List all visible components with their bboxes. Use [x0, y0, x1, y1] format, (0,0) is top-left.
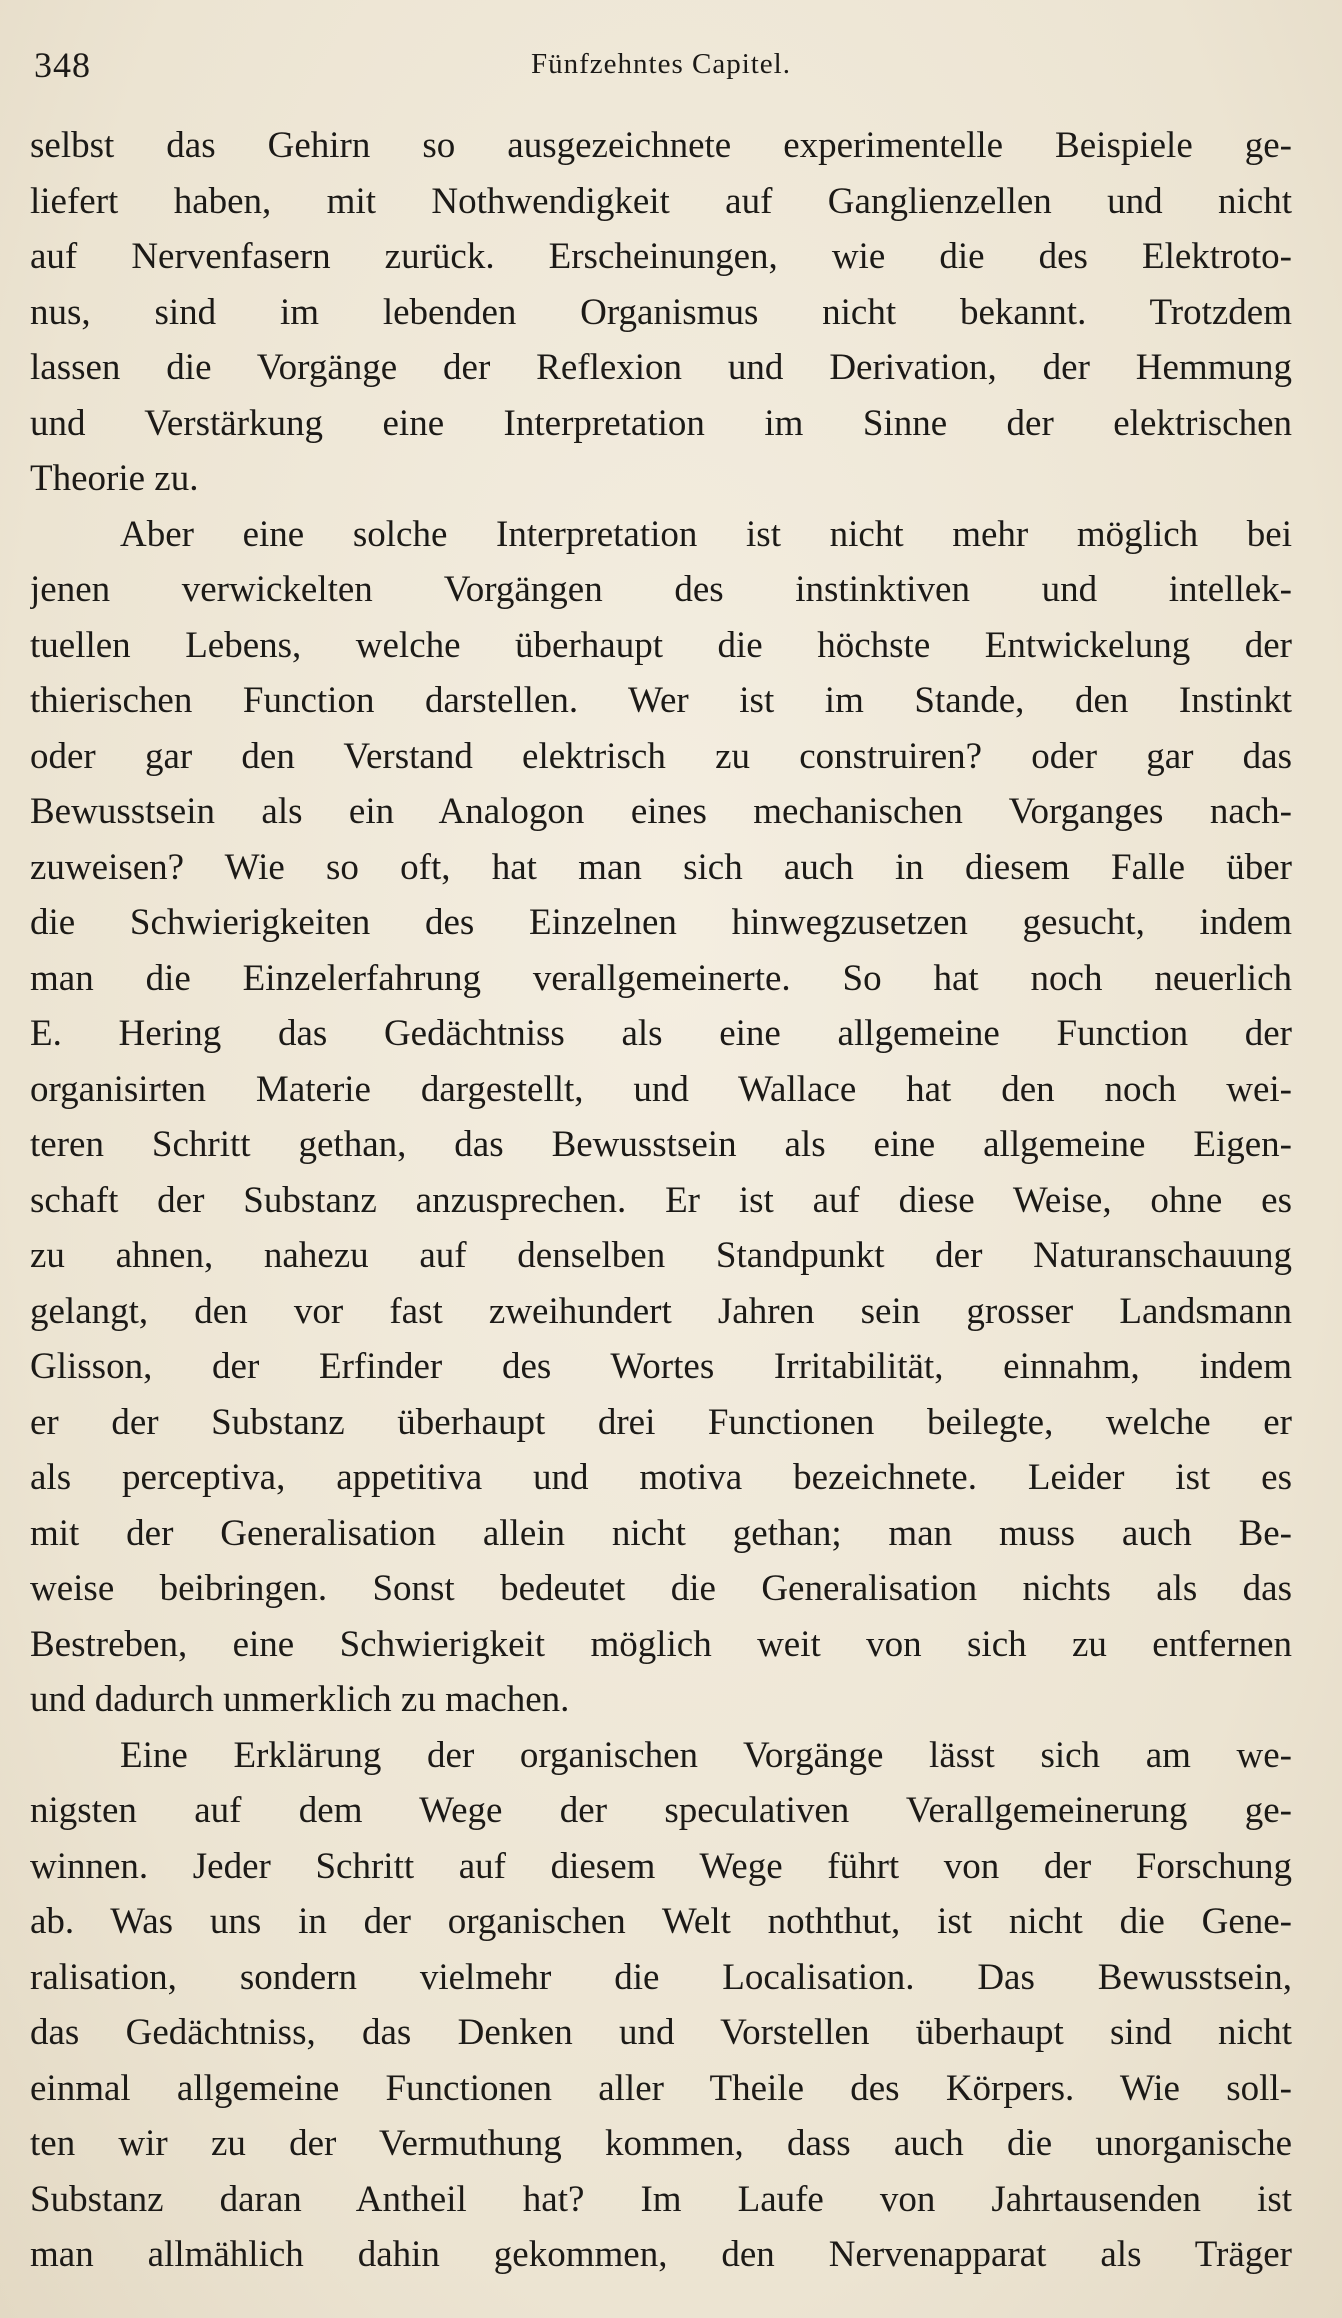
text-line: und Verstärkung eine Interpretation im Sinne der elektrischen [30, 402, 1292, 444]
text-line: Theorie zu. [30, 458, 199, 499]
text-line: gelangt, den vor fast zweihundert Jahren sein grosser Landsmann [30, 1290, 1292, 1332]
text-line: man die Einzelerfahrung verallgemeinerte. So hat noch neuerlich [30, 957, 1292, 999]
text-line: nigsten auf dem Wege der speculativen Verallgemeinerung ge- [30, 1790, 1292, 1831]
text-line: zu ahnen, nahezu auf denselben Standpunkt der Naturanschauung [30, 1235, 1292, 1276]
text-line: thierischen Function darstellen. Wer ist im Stande, den Instinkt [30, 680, 1292, 721]
text-line: nus, sind im lebenden Organismus nicht bekannt. Trotzdem [30, 291, 1292, 333]
text-line: ralisation, sondern vielmehr die Localisation. Das Bewusstsein, [30, 1956, 1292, 1998]
text-line: winnen. Jeder Schritt auf diesem Wege führt von der Forschung [30, 1845, 1292, 1887]
text-line: Bewusstsein als ein Analogon eines mechanischen Vorganges nach- [30, 791, 1292, 832]
text-line: die Schwierigkeiten des Einzelnen hinwegzusetzen gesucht, indem [30, 902, 1292, 943]
text-line: Glisson, der Erfinder des Wortes Irritabilität, einnahm, indem [30, 1346, 1292, 1387]
text-line: man allmählich dahin gekommen, den Nervenapparat als Träger [30, 2234, 1292, 2275]
body-text [30, 118, 1292, 2283]
page-header [30, 44, 1292, 104]
text-line: oder gar den Verstand elektrisch zu construiren? oder gar das [30, 735, 1292, 777]
text-line: organisirten Materie dargestellt, und Wallace hat den noch wei- [30, 1068, 1292, 1110]
paragraph-first-line: Aber eine solche Interpretation ist nicht mehr möglich bei [120, 513, 1292, 555]
text-line: selbst das Gehirn so ausgezeichnete experimentelle Beispiele ge- [30, 125, 1292, 166]
text-line: lassen die Vorgänge der Reflexion und Derivation, der Hemmung [30, 347, 1292, 388]
text-line: das Gedächtniss, das Denken und Vorstellen überhaupt sind nicht [30, 2012, 1292, 2053]
text-line: einmal allgemeine Functionen aller Theile des Körpers. Wie soll- [30, 2067, 1292, 2109]
text-line: zuweisen? Wie so oft, hat man sich auch in diesem Falle über [30, 846, 1292, 888]
text-line: jenen verwickelten Vorgängen des instinktiven und intellek- [30, 569, 1292, 610]
text-line: er der Substanz überhaupt drei Functionen beilegte, welche er [30, 1401, 1292, 1443]
text-line: auf Nervenfasern zurück. Erscheinungen, wie die des Elektroto- [30, 236, 1292, 277]
page-number: 348 [34, 45, 91, 85]
text-line: und dadurch unmerklich zu machen. [30, 1679, 570, 1720]
running-title: Fünfzehntes Capitel. [530, 48, 791, 80]
text-line: ab. Was uns in der organischen Welt noththut, ist nicht die Gene- [30, 1901, 1292, 1942]
text-line: mit der Generalisation allein nicht gethan; man muss auch Be- [30, 1512, 1292, 1554]
text-line: schaft der Substanz anzusprechen. Er ist auf diese Weise, ohne es [30, 1179, 1292, 1221]
text-line: liefert haben, mit Nothwendigkeit auf Ganglienzellen und nicht [30, 180, 1292, 222]
text-line: tuellen Lebens, welche überhaupt die höchste Entwickelung der [30, 624, 1292, 666]
text-line: als perceptiva, appetitiva und motiva bezeichnete. Leider ist es [30, 1457, 1292, 1498]
text-line: E. Hering das Gedächtniss als eine allgemeine Function der [30, 1013, 1292, 1054]
text-line: Substanz daran Antheil hat? Im Laufe von Jahrtausenden ist [30, 2178, 1292, 2220]
text-line: ten wir zu der Vermuthung kommen, dass auch die unorganische [30, 2123, 1292, 2164]
paragraph-first-line: Eine Erklärung der organischen Vorgänge lässt sich am we- [120, 1734, 1292, 1776]
text-line: weise beibringen. Sonst bedeutet die Generalisation nichts als das [30, 1568, 1292, 1609]
text-line: Bestreben, eine Schwierigkeit möglich weit von sich zu entfernen [30, 1623, 1292, 1665]
text-line: teren Schritt gethan, das Bewusstsein als eine allgemeine Eigen- [30, 1124, 1292, 1165]
